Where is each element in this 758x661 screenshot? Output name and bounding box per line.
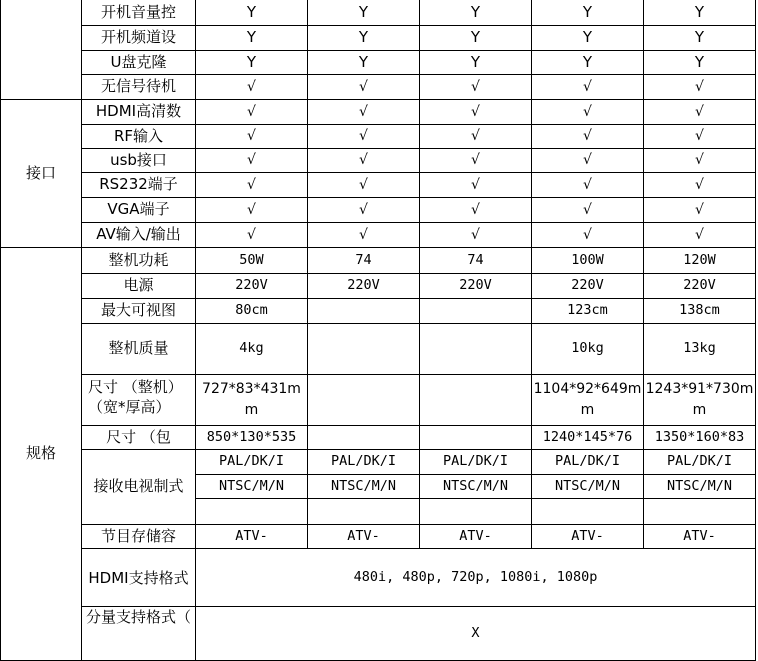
cell-value: √ bbox=[695, 176, 704, 193]
cell-value: √ bbox=[247, 152, 256, 169]
cell-value: Y bbox=[694, 28, 705, 47]
row-label: AV输入/输出 bbox=[96, 225, 181, 244]
cell-value bbox=[420, 299, 531, 323]
cell-value: 850*130*535 bbox=[206, 428, 297, 445]
cell-value: PAL/DK/I bbox=[218, 453, 285, 470]
cell-value: √ bbox=[695, 103, 704, 120]
cell-value: PAL/DK/I bbox=[554, 453, 621, 470]
cell-value: √ bbox=[583, 226, 592, 243]
cell-value: √ bbox=[583, 152, 592, 169]
cell-value: Y bbox=[246, 28, 257, 47]
cell-value: 4kg bbox=[239, 340, 264, 357]
cell-value: NTSC/M/N bbox=[666, 477, 733, 494]
row-label: RF输入 bbox=[113, 126, 164, 145]
cell-value: √ bbox=[359, 128, 368, 145]
cell-value: 123cm bbox=[567, 302, 608, 319]
cell-value: √ bbox=[247, 103, 256, 120]
cell-value: √ bbox=[695, 78, 704, 95]
cell-value: 220V bbox=[683, 277, 716, 294]
cell-value: 138cm bbox=[679, 302, 720, 319]
cell-value: 1350*160*83 bbox=[654, 428, 745, 445]
cell-value: √ bbox=[583, 176, 592, 193]
row-label: VGA端子 bbox=[107, 200, 170, 219]
cell-value: NTSC/M/N bbox=[442, 477, 509, 494]
cell-value: √ bbox=[359, 78, 368, 95]
row-label: RS232端子 bbox=[99, 175, 178, 194]
cell-value: √ bbox=[695, 128, 704, 145]
cell-value: 10kg bbox=[571, 340, 604, 357]
cell-value: 220V bbox=[347, 277, 380, 294]
cell-value: Y bbox=[694, 52, 705, 71]
cell-value: 100W bbox=[571, 251, 604, 268]
cell-value bbox=[420, 426, 531, 449]
cell-value: √ bbox=[359, 201, 368, 218]
cell-value: √ bbox=[471, 176, 480, 193]
cell-value: Y bbox=[246, 52, 257, 71]
cell-value: √ bbox=[695, 226, 704, 243]
cell-value: 220V bbox=[235, 277, 268, 294]
row-label: 最大可视图 bbox=[100, 301, 176, 320]
cell-value: 1104*92*649mm bbox=[533, 381, 642, 418]
cell-value: ATV- bbox=[459, 527, 492, 544]
row-label: 尺寸 （包 bbox=[106, 427, 171, 446]
cell-value: ATV- bbox=[347, 527, 380, 544]
row-label: 电源 bbox=[123, 276, 154, 295]
row-label: 接收电视制式 bbox=[93, 477, 184, 496]
cell-value: √ bbox=[359, 176, 368, 193]
cell-value: 220V bbox=[571, 277, 604, 294]
cell-value: 74 bbox=[467, 251, 484, 268]
cell-value: √ bbox=[247, 201, 256, 218]
cell-value: ATV- bbox=[683, 527, 716, 544]
cell-value: 220V bbox=[459, 277, 492, 294]
cell-value bbox=[420, 375, 531, 425]
row-label: 整机功耗 bbox=[108, 250, 169, 269]
cell-value: ATV- bbox=[235, 527, 268, 544]
cell-value: Y bbox=[358, 28, 369, 47]
cell-value: √ bbox=[247, 128, 256, 145]
cell-value: ATV- bbox=[571, 527, 604, 544]
row-label: usb接口 bbox=[110, 150, 167, 169]
cell-value: √ bbox=[583, 103, 592, 120]
cell-value: Y bbox=[358, 52, 369, 71]
cell-value: √ bbox=[583, 128, 592, 145]
cell-value: √ bbox=[247, 78, 256, 95]
cell-value: NTSC/M/N bbox=[554, 477, 621, 494]
cell-value: √ bbox=[359, 103, 368, 120]
cell-value: 1240*145*76 bbox=[542, 428, 633, 445]
cell-value: √ bbox=[247, 226, 256, 243]
cell-value: 50W bbox=[239, 251, 264, 268]
row-label: 分量支持格式（ bbox=[85, 608, 191, 626]
cell-value: Y bbox=[358, 3, 369, 22]
cell-value: √ bbox=[583, 201, 592, 218]
cell-value: X bbox=[471, 624, 480, 641]
cell-value: √ bbox=[471, 226, 480, 243]
section-label-specs: 规格 bbox=[25, 444, 56, 463]
cell-value: 13kg bbox=[683, 340, 716, 357]
cell-value bbox=[308, 324, 419, 374]
cell-value: Y bbox=[694, 3, 705, 22]
cell-value: Y bbox=[470, 3, 481, 22]
cell-value: √ bbox=[695, 152, 704, 169]
cell-value: 80cm bbox=[235, 302, 268, 319]
cell-value bbox=[308, 426, 419, 449]
cell-value: Y bbox=[470, 28, 481, 47]
row-label: 尺寸 （整机）（宽*厚高） bbox=[88, 378, 183, 416]
cell-value: √ bbox=[359, 226, 368, 243]
section-label-interfaces: 接口 bbox=[25, 163, 56, 182]
cell-value bbox=[420, 324, 531, 374]
row-label: HDMI支持格式 bbox=[88, 568, 189, 587]
cell-value: √ bbox=[247, 176, 256, 193]
cell-value: √ bbox=[471, 128, 480, 145]
row-label: 开机频道设 bbox=[100, 28, 176, 47]
row-label: HDMI高清数 bbox=[95, 102, 182, 121]
cell-value: Y bbox=[246, 3, 257, 22]
cell-value: √ bbox=[583, 78, 592, 95]
row-label: 节目存储容 bbox=[100, 526, 176, 545]
cell-value: PAL/DK/I bbox=[330, 453, 397, 470]
cell-value: √ bbox=[695, 201, 704, 218]
row-label: 开机音量控 bbox=[100, 3, 176, 22]
cell-value: PAL/DK/I bbox=[442, 453, 509, 470]
cell-value: NTSC/M/N bbox=[330, 477, 397, 494]
cell-value: 1243*91*730mm bbox=[645, 381, 754, 418]
cell-value bbox=[308, 299, 419, 323]
cell-value: Y bbox=[582, 28, 593, 47]
cell-value: 480i, 480p, 720p, 1080i, 1080p bbox=[353, 568, 598, 585]
cell-value: 120W bbox=[683, 251, 716, 268]
row-label: 无信号待机 bbox=[100, 77, 176, 96]
cell-value: Y bbox=[470, 52, 481, 71]
cell-value: Y bbox=[582, 52, 593, 71]
cell-value: PAL/DK/I bbox=[666, 453, 733, 470]
cell-value: NTSC/M/N bbox=[218, 477, 285, 494]
cell-value bbox=[308, 375, 419, 425]
cell-value: 74 bbox=[355, 251, 372, 268]
cell-value: √ bbox=[471, 152, 480, 169]
cell-value: Y bbox=[582, 3, 593, 22]
cell-value: √ bbox=[471, 103, 480, 120]
cell-value: 727*83*431mm bbox=[202, 381, 301, 418]
row-label: U盘克隆 bbox=[110, 52, 167, 71]
cell-value: √ bbox=[471, 78, 480, 95]
cell-value: √ bbox=[471, 201, 480, 218]
row-label: 整机质量 bbox=[108, 339, 169, 358]
cell-value: √ bbox=[359, 152, 368, 169]
